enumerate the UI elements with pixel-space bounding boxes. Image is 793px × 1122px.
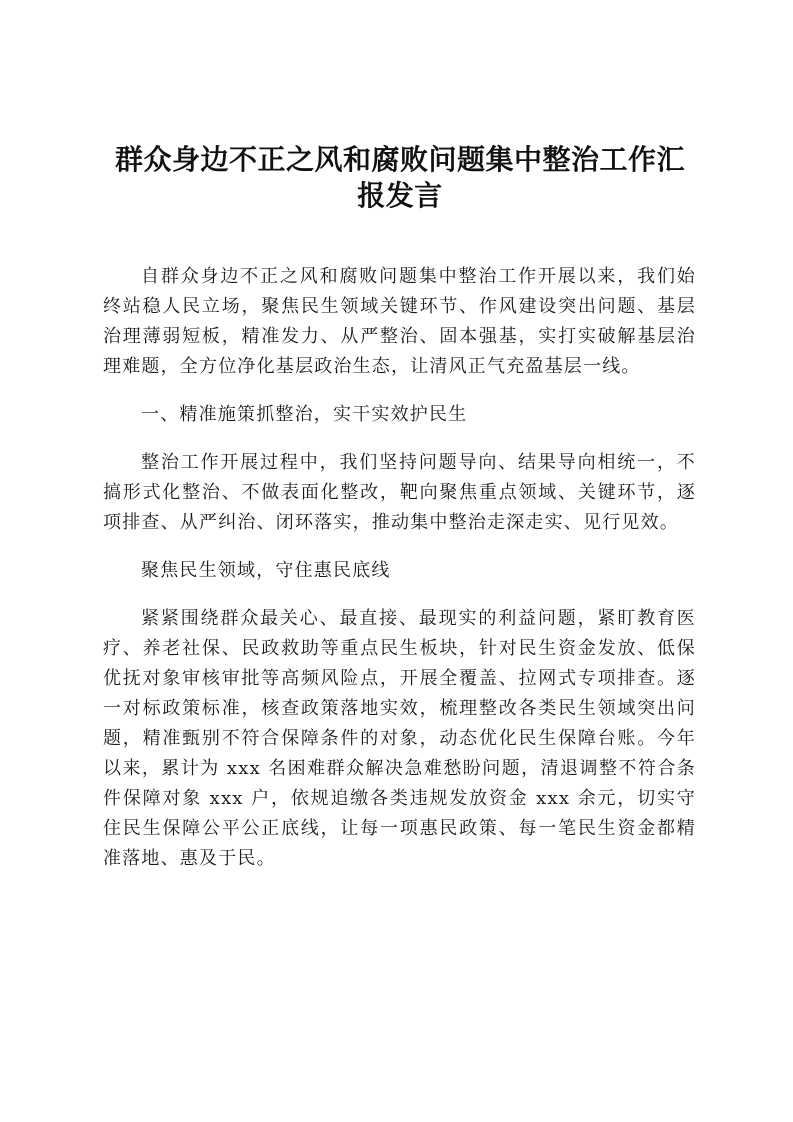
- section-heading: 一、精准施策抓整治，实干实效护民生: [141, 404, 468, 425]
- subsection-heading: 聚焦民生领域，守住惠民底线: [141, 560, 391, 581]
- subsection-paragraph: 紧紧围绕群众最关心、最直接、最现实的利益问题，紧盯教育医疗、养老社保、民政救助等重点民生板块，针对民生资金发放、低保优抚对象审核审批等高频风险点，开展全覆盖、拉网式专项排查。逐一对标政策标准，核查政策落地实效，梳理整改各类民生领域突出问题，精准甄别不符合保障条件的对象，动态优化民生保障台账。今年以来，累计为 xxx 名困难群众解决急难愁盼问题，清退调整不符合条件保障对象 xxx 户，依规追缴各类违规发放资金 xxx 余元，切实守住民生保障公平公正底线，让每一项惠民政策、每一笔民生资金都精准落地、惠及于民。: [103, 608, 696, 869]
- title-line-2: 报发言: [357, 179, 443, 212]
- intro-paragraph: 自群众身边不正之风和腐败问题集中整治工作开展以来，我们始终站稳人民立场，聚焦民生领域关键环节、作风建设突出问题、基层治理薄弱短板，精准发力、从严整治、固本强基，实打实破解基层治理难题，全方位净化基层政治生态，让清风正气充盈基层一线。: [103, 266, 696, 377]
- title-line-1: 群众身边不正之风和腐败问题集中整治工作汇: [114, 143, 685, 176]
- document-title: [100, 142, 700, 214]
- document-body: [103, 262, 696, 892]
- section-paragraph: 整治工作开展过程中，我们坚持问题导向、结果导向相统一，不搞形式化整治、不做表面化整改，靶向聚焦重点领域、关键环节，逐项排查、从严纠治、闭环落实，推动集中整治走深走实、见行见效。: [103, 452, 696, 533]
